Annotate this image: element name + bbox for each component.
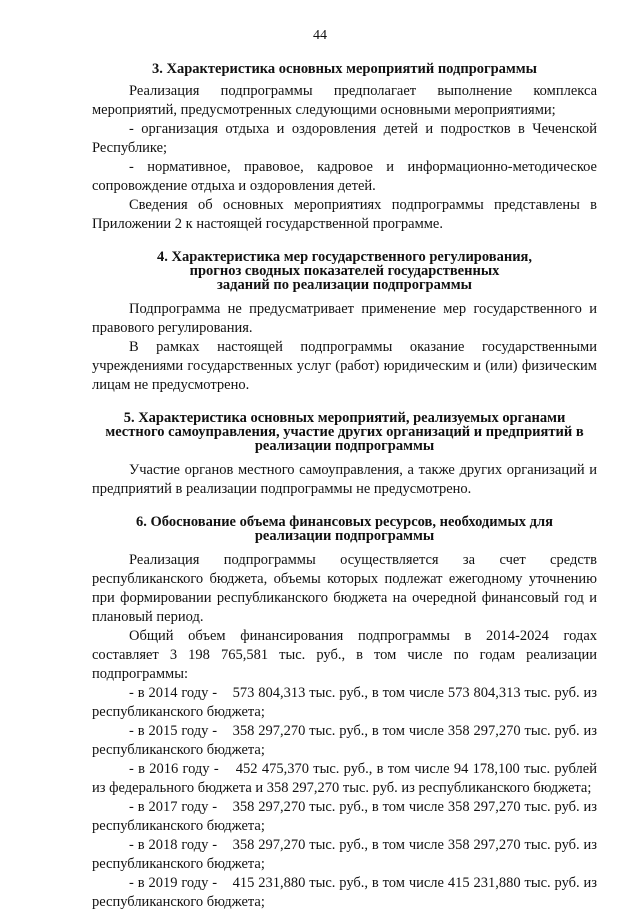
section-3-list-item-1: - организация отдыха и оздоровления детей и подростков в Чеченской Республике;: [92, 121, 597, 156]
funding-year-item: [92, 760, 597, 798]
section-5-heading-line-1: 5. Характеристика основных мероприятий, реализуемых органами: [123, 410, 566, 426]
section-6-heading-line-1: 6. Обоснование объема финансовых ресурсов, необходимых для: [136, 514, 553, 530]
section-5: [92, 411, 597, 499]
funding-year-detail: тыс. руб., в том числе 573 804,313 тыс. руб. из республиканского бюджета;: [92, 685, 598, 720]
section-4: [92, 250, 597, 395]
funding-year-item: [92, 874, 597, 912]
funding-year-label: - в 2014 году -: [129, 685, 218, 701]
section-4-paragraph-2: В рамках настоящей подпрограммы оказание государственными учреждениями государственных услуг (работ) юридическим и (или) физическим лицам не предусмотрено.: [92, 339, 597, 393]
section-4-paragraph-1: Подпрограмма не предусматривает применение мер государственного и правового регулирования.: [92, 301, 597, 336]
funding-year-detail: тыс. руб., в том числе 415 231,880 тыс. руб. из республиканского бюджета;: [92, 875, 598, 910]
funding-year-item: [92, 798, 597, 836]
funding-by-year-list: [92, 684, 597, 912]
funding-year-detail: тыс. руб., в том числе 358 297,270 тыс. руб. из республиканского бюджета;: [92, 723, 598, 758]
section-3-paragraph-2: Сведения об основных мероприятиях подпрограммы представлены в Приложении 2 к настоящей государственной программе.: [92, 197, 597, 232]
document-body: [92, 62, 597, 912]
funding-year-label: - в 2019 году -: [129, 875, 218, 891]
funding-year-item: [92, 836, 597, 874]
section-5-heading-line-3: реализации подпрограммы: [254, 438, 435, 454]
section-5-heading-line-2: местного самоуправления, участие других организаций и предприятий в: [105, 424, 584, 440]
funding-year-label: - в 2016 году -: [129, 761, 219, 777]
funding-year-detail: тыс. руб., в том числе 94 178,100 тыс. рублей из федерального бюджета и 358 297,270 тыс. руб. из республиканского бюджета;: [92, 761, 597, 796]
page-number: 44: [313, 28, 327, 43]
section-3-heading: 3. Характеристика основных мероприятий подпрограммы: [152, 61, 537, 77]
section-5-heading: [92, 411, 597, 453]
section-4-heading-line-1: 4. Характеристика мер государственного регулирования,: [156, 249, 533, 265]
section-4-heading-line-2: прогноз сводных показателей государственных: [189, 263, 500, 279]
funding-year-sum: 452 475,370: [235, 761, 309, 777]
funding-year-item: [92, 684, 597, 722]
funding-year-sum: 358 297,270: [232, 723, 306, 739]
section-4-heading-line-3: заданий по реализации подпрограммы: [217, 277, 472, 293]
section-4-heading: [92, 250, 597, 292]
section-3: [92, 62, 597, 234]
section-3-paragraph-1: Реализация подпрограммы предполагает выполнение комплекса мероприятий, предусмотренных следующими основными мероприятиями;: [92, 83, 597, 118]
funding-year-sum: 358 297,270: [232, 799, 306, 815]
funding-year-item: [92, 722, 597, 760]
funding-year-label: - в 2017 году -: [129, 799, 218, 815]
section-3-list-item-2: - нормативное, правовое, кадровое и информационно-методическое сопровождение отдыха и оздоровления детей.: [92, 159, 597, 194]
funding-year-detail: тыс. руб., в том числе 358 297,270 тыс. руб. из республиканского бюджета;: [92, 799, 598, 834]
section-6-paragraph-2: Общий объем финансирования подпрограммы в 2014-2024 годах составляет 3 198 765,581 тыс. руб., в том числе по годам реализации подпрограммы:: [92, 628, 597, 682]
funding-year-label: - в 2018 году -: [129, 837, 218, 853]
section-6-heading: [92, 515, 597, 543]
section-6-paragraph-1: Реализация подпрограммы осуществляется за счет средств республиканского бюджета, объемы которых подлежат ежегодному уточнению при формировании республиканского бюджета на очередной финансовый год и плановый период.: [92, 552, 597, 625]
funding-year-sum: 358 297,270: [232, 837, 306, 853]
section-6-heading-line-2: реализации подпрограммы: [254, 528, 435, 544]
section-6: [92, 515, 597, 912]
funding-year-label: - в 2015 году -: [129, 723, 218, 739]
section-5-paragraph-1: Участие органов местного самоуправления, а также других организаций и предприятий в реализации подпрограммы не предусмотрено.: [92, 462, 597, 497]
funding-year-detail: тыс. руб., в том числе 358 297,270 тыс. руб. из республиканского бюджета;: [92, 837, 598, 872]
funding-year-sum: 573 804,313: [232, 685, 306, 701]
funding-year-sum: 415 231,880: [232, 875, 306, 891]
